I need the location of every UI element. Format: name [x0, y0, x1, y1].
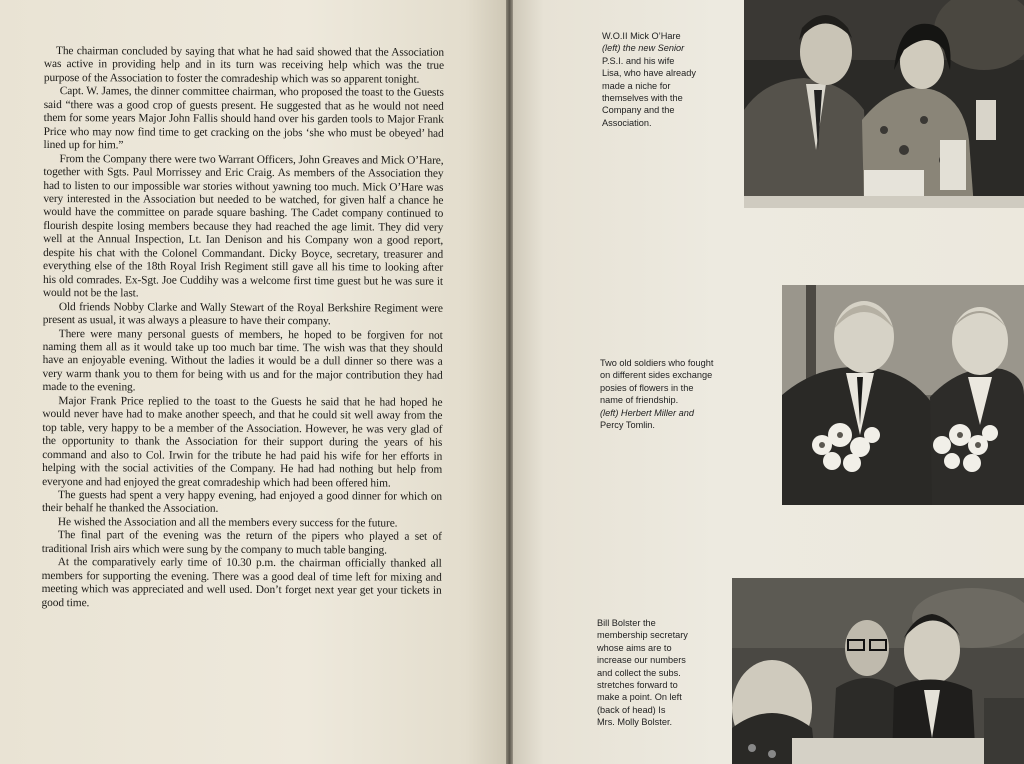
- caption-line: membership secretary: [597, 630, 688, 641]
- caption-line: on different sides exchange: [600, 370, 713, 381]
- photo-mick-and-lisa-ohare: [744, 0, 1024, 208]
- article-paragraph-4: Old friends Nobby Clarke and Wally Stewart of the Royal Berkshire Regiment were present as usual, it was always a pleasure to have their company.: [42, 300, 443, 328]
- caption-line: W.O.II Mick O’Hare: [602, 31, 681, 41]
- caption-photo-1: [602, 30, 696, 129]
- caption-line: P.S.I. and his wife: [602, 55, 675, 66]
- book-spine: [506, 0, 513, 764]
- caption-line: make a point. On left: [597, 692, 682, 703]
- article-paragraph-8: He wished the Association and all the members every success for the future.: [57, 515, 398, 530]
- article-paragraph-6: Major Frank Price replied to the toast to the Guests he said that he had hoped he would never have had to make another speech, and that he could sit well away from the top table, very happy to be a member of the Association. However, he was very glad of the opportunity to thank the Association for their support during the years of his command and also to Col. Irwin for the tribute he had paid his wife for her efforts in helping with the social activities of the Company. He had had nothing but help from everyone and had enjoyed the great comradeship which had been offered him.: [42, 394, 443, 490]
- article-paragraph-9: The final part of the evening was the return of the pipers who played a set of traditional Irish airs which were sung by the company to much table banging.: [41, 529, 442, 557]
- caption-line: (left) the new Senior: [602, 43, 685, 54]
- caption-line: posies of flowers in the: [600, 382, 694, 393]
- caption-line: name of friendship.: [600, 395, 679, 406]
- article-paragraph-10: At the comparatively early time of 10.30 p.m. the chairman officially thanked all members for supporting the evening. There was a good deal of time left for mixing and meeting which was appreciated and well used. Don’t forget next year get your tickets in good time.: [41, 556, 442, 609]
- article-paragraph-3: From the Company there were two Warrant Officers, John Greaves and Mick O’Hare, together with Sgts. Paul Morrissey and Eric Craig. As members of the Association they had to listen to our impossible war stories without yawning too much. Mick O’Hare was very interested in the Association but needed to be watched, for given half a chance he would have the committee on parade square bashing. The Cadet company continued to flourish despite losing members because they had reached the age limit. They did very well at the Annual Inspection, Lt. Ian Denison and his Company won a good report, despite his chat with the Colonel Commandant. Dicky Boyce, secretary, treasurer and everything else of the 18th Royal Irish Regiment still gave all his time to looking after his old comrades. Ex-Sgt. Joe Cuddihy was a welcome first time guest but he was sure it would not be the last.: [42, 152, 444, 300]
- caption-line: and collect the subs.: [597, 667, 681, 678]
- caption-line: made a niche for: [602, 80, 671, 91]
- caption-line: Percy Tomlin.: [600, 420, 655, 431]
- caption-line: (left) Herbert Miller and: [600, 407, 694, 418]
- article-paragraph-5: There were many personal guests of members, he hoped to be forgiven for not naming them all as it would take up too much bar time. The wish was that they should have an enjoyable evening. Without the ladies it would be a dull dinner so there was a very warm thank you to them for being with us and for the major contribution they had made to the evening.: [42, 327, 443, 394]
- article-paragraph-2: Capt. W. James, the dinner committee chairman, who proposed the toast to the Guests said “there was a good crop of guests present. He suggested that as he would not need them for some years Major John Fallis should hand over his garden tools to Major Frank Price who may now find time to get cracking on the jobs ‘she who must be obeyed’ had lined up for him.”: [43, 85, 444, 152]
- caption-line: (back of head) Is: [597, 704, 666, 715]
- caption-line: Association.: [602, 117, 652, 128]
- article-paragraph-1: The chairman concluded by saying that what he had said showed that the Association was active in providing help and in its turn was receiving help which was the true purpose of the Association to foster the comradeship which was so apparent tonight.: [43, 45, 444, 86]
- photo-two-old-soldiers: [782, 285, 1024, 505]
- photo-bill-bolster: [732, 578, 1024, 764]
- left-page: [0, 0, 506, 764]
- caption-photo-3: [597, 617, 688, 729]
- caption-line: whose aims are to: [597, 642, 672, 653]
- caption-line: themselves with the: [602, 93, 683, 104]
- caption-photo-2: [600, 357, 713, 431]
- article-text: [42, 45, 444, 612]
- right-page: [513, 0, 1024, 764]
- caption-line: Mrs. Molly Bolster.: [597, 717, 673, 728]
- caption-line: Company and the: [602, 105, 675, 116]
- caption-line: Lisa, who have already: [602, 68, 696, 79]
- article-paragraph-7: The guests had spent a very happy evening, had enjoyed a good dinner for which on their behalf he thanked the Association.: [41, 489, 443, 516]
- caption-line: increase our numbers: [597, 655, 686, 666]
- caption-line: Bill Bolster the: [597, 618, 656, 628]
- caption-line: Two old soldiers who fought: [600, 358, 714, 368]
- caption-line: stretches forward to: [597, 680, 678, 691]
